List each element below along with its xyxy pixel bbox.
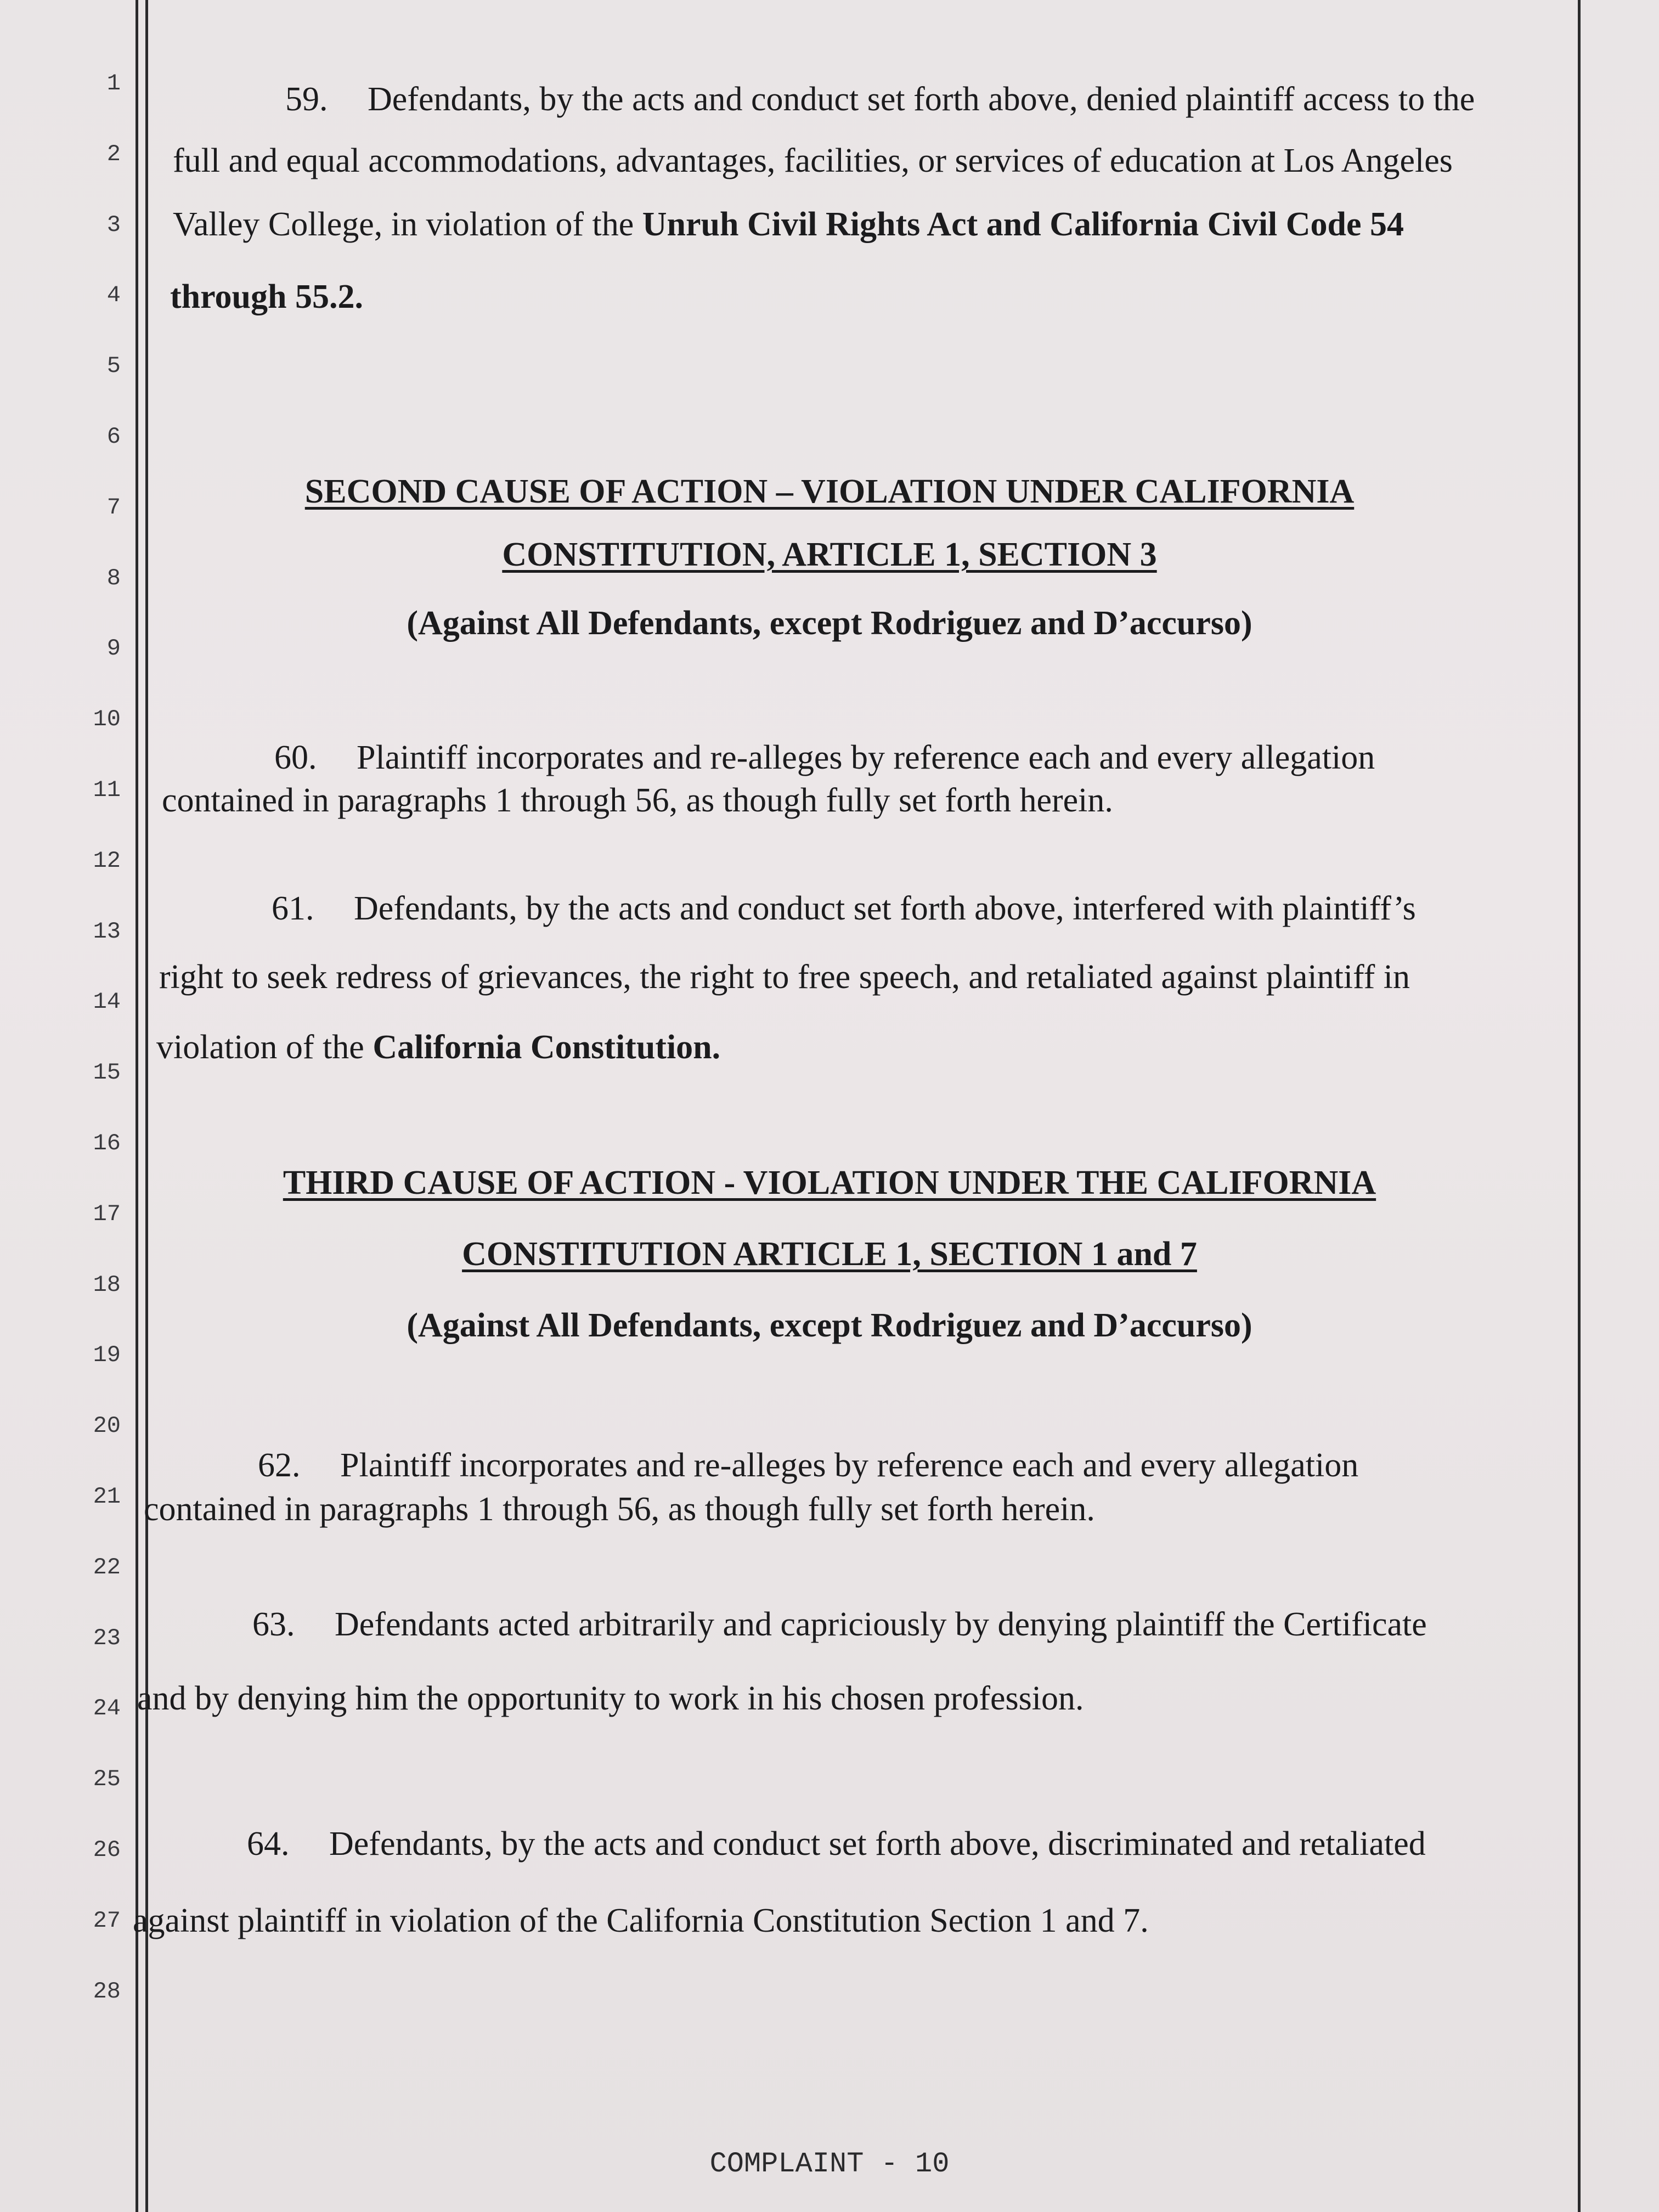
p61-line-1: 61. Defendants, by the acts and conduct set forth above, interfered with plaintiff’s	[272, 890, 1416, 927]
third-cause-subheading: (Against All Defendants, except Rodriguez and D’accurso)	[407, 1307, 1252, 1344]
line-number: 3	[106, 212, 121, 238]
p63-line-1: 63. Defendants acted arbitrarily and capriciously by denying plaintiff the Certificate	[252, 1606, 1427, 1643]
second-cause-subheading: (Against All Defendants, except Rodriguez and D’accurso)	[407, 605, 1252, 642]
p61-line-3: violation of the California Constitution.	[156, 1029, 721, 1066]
left-margin-rule-inner	[145, 0, 148, 2212]
right-margin-rule	[1578, 0, 1581, 2212]
p61-line-2: right to seek redress of grievances, the right to free speech, and retaliated against plaintiff in	[159, 958, 1410, 996]
line-number: 6	[106, 424, 121, 450]
line-number: 8	[106, 565, 121, 591]
p60-line-2: contained in paragraphs 1 through 56, as though fully set forth herein.	[162, 782, 1113, 819]
p60-line-1: 60. Plaintiff incorporates and re-alleges by reference each and every allegation	[274, 739, 1375, 776]
line-number: 19	[93, 1342, 121, 1368]
line-number: 27	[93, 1908, 121, 1934]
line-number: 13	[93, 918, 121, 945]
second-cause-heading-1: SECOND CAUSE OF ACTION – VIOLATION UNDER CALIFORNIA	[304, 473, 1355, 510]
line-number: 25	[93, 1766, 121, 1792]
second-cause-heading-2: CONSTITUTION, ARTICLE 1, SECTION 3	[502, 536, 1157, 573]
third-cause-heading-1: THIRD CAUSE OF ACTION - VIOLATION UNDER THE CALIFORNIA	[283, 1164, 1376, 1201]
line-number: 23	[93, 1625, 121, 1651]
line-number: 14	[93, 989, 121, 1015]
p59-line-2: full and equal accommodations, advantages, facilities, or services of education at Los Angeles	[173, 142, 1453, 179]
line-number: 15	[93, 1059, 121, 1086]
line-number: 21	[93, 1483, 121, 1510]
line-number: 11	[93, 777, 121, 803]
line-number: 12	[93, 848, 121, 874]
line-number: 26	[93, 1837, 121, 1863]
line-number: 1	[106, 70, 121, 97]
line-number: 9	[106, 635, 121, 662]
page-footer: COMPLAINT - 10	[709, 2148, 950, 2180]
left-margin-rule	[136, 0, 138, 2212]
line-number: 4	[106, 282, 121, 308]
line-number: 10	[93, 706, 121, 732]
line-number: 24	[93, 1695, 121, 1722]
line-number: 18	[93, 1272, 121, 1298]
line-number: 22	[93, 1554, 121, 1581]
p59-line-3: Valley College, in violation of the Unruh Civil Rights Act and California Civil Code 54	[173, 206, 1404, 243]
line-number: 5	[106, 353, 121, 379]
third-cause-heading-2: CONSTITUTION ARTICLE 1, SECTION 1 and 7	[462, 1235, 1197, 1273]
p62-line-1: 62. Plaintiff incorporates and re-alleges by reference each and every allegation	[258, 1447, 1359, 1484]
p64-line-2: against plaintiff in violation of the California Constitution Section 1 and 7.	[133, 1902, 1149, 1939]
line-number: 20	[93, 1413, 121, 1439]
line-number: 7	[106, 494, 121, 521]
p64-line-1: 64. Defendants, by the acts and conduct set forth above, discriminated and retaliated	[247, 1825, 1426, 1863]
line-number: 2	[106, 141, 121, 167]
line-number: 16	[93, 1130, 121, 1156]
p59-line-4: through 55.2.	[170, 278, 363, 315]
p63-line-2: and by denying him the opportunity to work in his chosen profession.	[137, 1680, 1084, 1717]
p59-line-1: 59. Defendants, by the acts and conduct set forth above, denied plaintiff access to the	[285, 81, 1475, 118]
line-number: 28	[93, 1978, 121, 2005]
p62-line-2: contained in paragraphs 1 through 56, as though fully set forth herein.	[144, 1491, 1095, 1528]
line-number: 17	[93, 1201, 121, 1227]
